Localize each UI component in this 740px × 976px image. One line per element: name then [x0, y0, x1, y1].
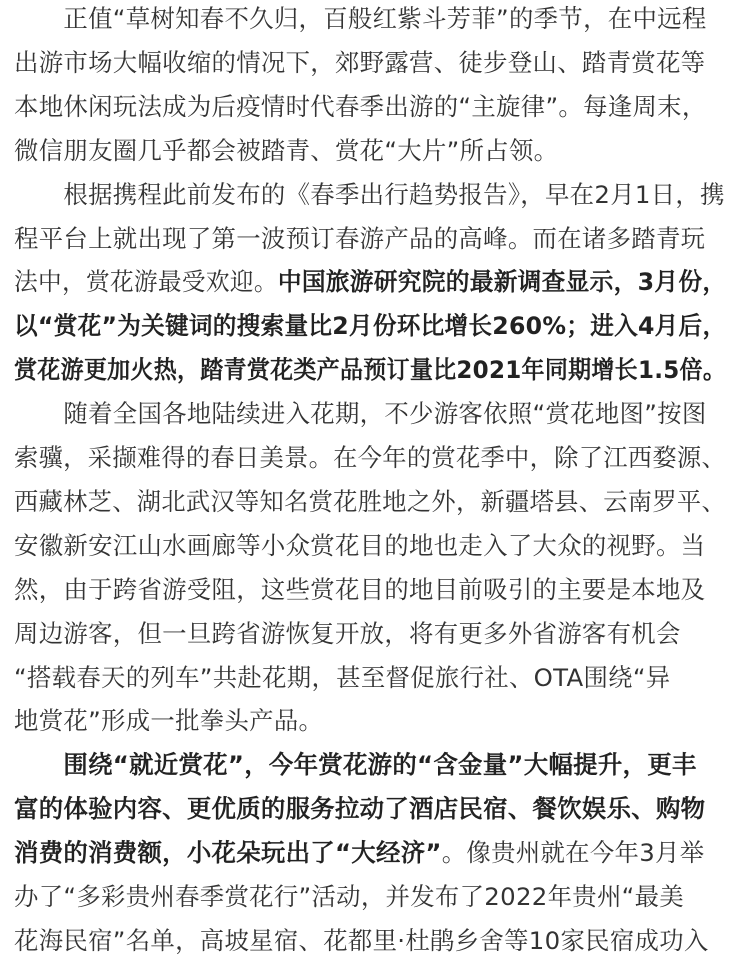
text-line	[14, 661, 670, 695]
text-segment: 法中，赏花游最受欢迎。	[14, 267, 278, 297]
text-segment	[14, 750, 63, 779]
text-segment: 然，由于跨省游受阻，这些赏花目的地目前吸引的主要是本地及	[14, 574, 706, 604]
text-segment: “搭载春天的列车”共赴花期，甚至督促旅行社、OTA围绕“异	[14, 662, 671, 692]
text-line	[14, 529, 705, 563]
bold-text-segment: 中国旅游研究院的最新调查显示，3月份，	[277, 267, 727, 297]
text-line	[14, 485, 726, 519]
text-line	[14, 573, 705, 607]
text-line	[14, 46, 705, 80]
text-line	[14, 792, 705, 826]
text-line	[14, 441, 726, 475]
text-segment: 周边游客，但一旦跨省游恢复开放，将有更多外省游客有机会	[14, 618, 681, 648]
text-line	[14, 2, 707, 36]
text-line	[14, 134, 558, 168]
text-line	[14, 924, 709, 958]
text-segment: 微信朋友圈几乎都会被踏青、赏花“大片”所占领。	[14, 135, 559, 165]
text-segment: 本地休闲玩法成为后疫情时代春季出游的“主旋律”。每逢周末，	[14, 91, 707, 121]
bold-text-segment: 以“赏花”为关键词的搜索量比2月份环比增长260%；进入4月后，	[14, 311, 727, 341]
text-line	[14, 309, 726, 343]
bold-text-segment: 赏花游更加火热，踏青赏花类产品预订量比2021年同期增长1.5倍。	[14, 355, 727, 385]
text-segment: 随着全国各地陆续进入花期，不少游客依照“赏花地图”按图	[14, 399, 707, 429]
text-line	[14, 353, 726, 387]
bold-text-segment: 富的体验内容、更优质的服务拉动了酒店民宿、餐饮娱乐、购物	[14, 794, 706, 824]
bold-text-segment: 消费的消费额，小花朵玩出了“大经济”	[14, 838, 442, 868]
text-segment: 根据携程此前发布的《春季出行趋势报告》，早在2月1日，携	[14, 179, 725, 209]
text-line	[14, 178, 725, 212]
text-segment: 西藏林芝、湖北武汉等知名赏花胜地之外，新疆塔县、云南罗平、	[14, 486, 727, 516]
text-line	[14, 704, 323, 738]
text-segment: 地赏花”形成一批拳头产品。	[14, 706, 324, 736]
text-segment: 索骥，采撷难得的春日美景。在今年的赏花季中，除了江西婺源、	[14, 443, 727, 472]
text-line	[14, 617, 681, 651]
bold-text-segment: 围绕“就近赏花”，今年赏花游的“含金量”大幅提升，更丰	[63, 750, 697, 780]
text-segment: 程平台上就出现了第一波预订春游产品的高峰。而在诸多踏青玩	[14, 223, 706, 253]
text-line	[14, 222, 705, 256]
text-segment: 。像贵州就在今年3月举	[441, 838, 705, 868]
text-line	[14, 397, 707, 431]
text-line	[14, 748, 697, 782]
text-segment: 出游市场大幅收缩的情况下，郊野露营、徒步登山、踏青赏花等	[14, 47, 706, 77]
text-segment: 正值“草树知春不久归，百般红紫斗芳菲”的季节，在中远程	[14, 4, 707, 33]
text-line	[14, 265, 726, 299]
text-segment: 办了“多彩贵州春季赏花行”活动，并发布了2022年贵州“最美	[14, 882, 684, 911]
text-line	[14, 836, 704, 870]
text-segment: 花海民宿”名单，高坡星宿、花都里·杜鹃乡舍等10家民宿成功入	[14, 925, 709, 955]
text-line	[14, 90, 707, 124]
text-segment: 安徽新安江山水画廊等小众赏花目的地也走入了大众的视野。当	[14, 530, 706, 560]
text-line	[14, 880, 684, 914]
